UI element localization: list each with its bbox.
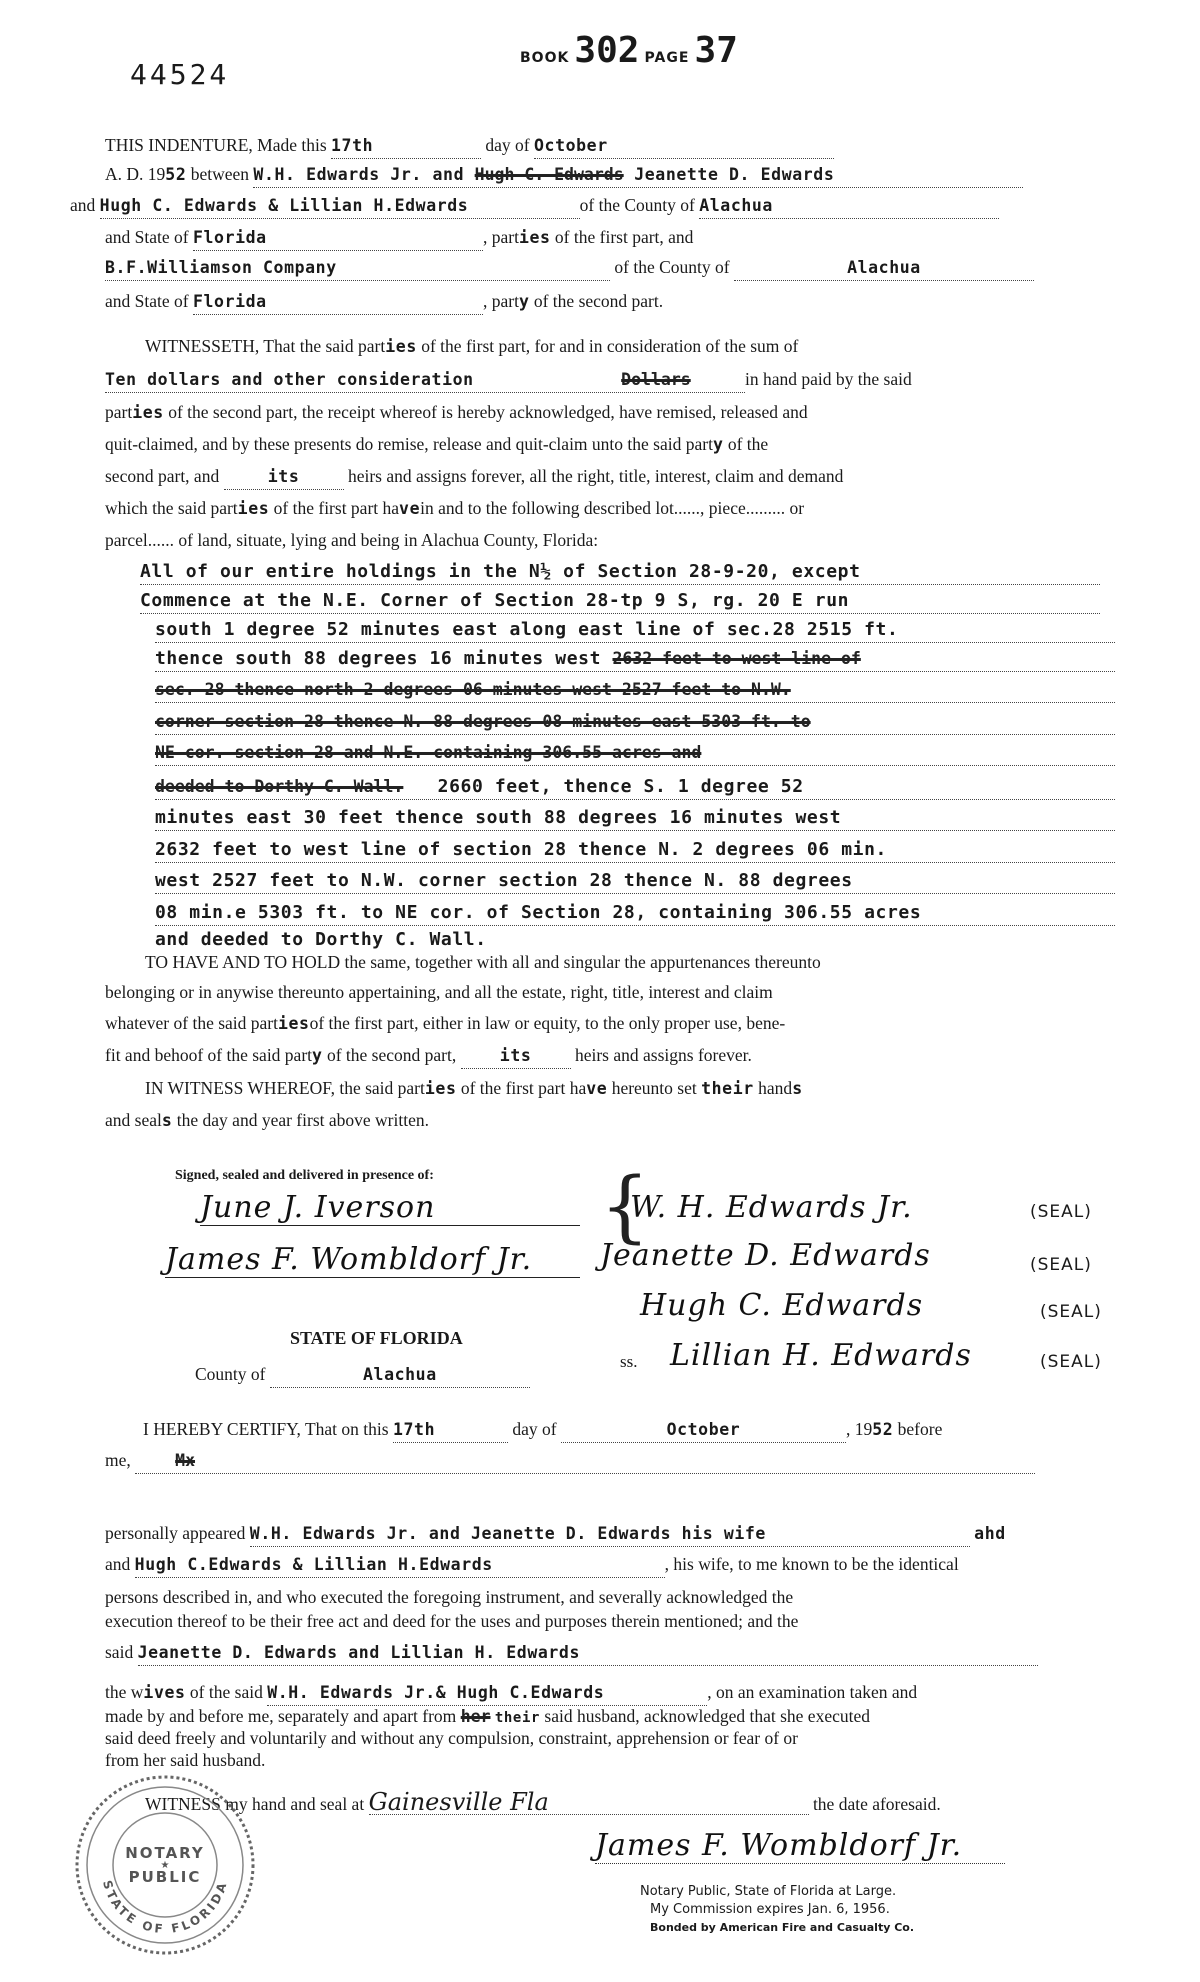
ack-text-1: persons described in, and who executed the foregoing instrument, and severally acknowledged the: [105, 1587, 794, 1607]
officer-fill: [135, 1448, 1035, 1474]
ss-label: ss.: [620, 1352, 638, 1371]
witness-date-aforesaid: the date aforesaid.: [812, 1794, 941, 1814]
indenture-day: 17th: [331, 134, 481, 159]
witnesseth-text-b: of the first part, for and in consideration of the sum of: [421, 336, 799, 356]
habendum-pronoun: its: [461, 1044, 571, 1069]
appeared-label: personally appeared: [105, 1523, 246, 1543]
description-5-struck: sec. 28 thence north 2 degrees 06 minutes west 2527 feet to N.W.: [155, 680, 791, 699]
witnesseth-text-5: second part, and: [105, 466, 220, 486]
description-6-struck: corner section 28 thence N. 88 degrees 08 minutes east 5303 ft. to: [155, 712, 811, 731]
description-line-7: [155, 741, 1115, 766]
grantor-2: Jeanette D. Edwards: [634, 165, 835, 184]
grantor-signature-1: W. H. Edwards Jr.: [630, 1190, 913, 1225]
witness-hand-line: [145, 1790, 1145, 1816]
witness-place: Gainesville Fla: [369, 1790, 809, 1815]
certify-before: before: [897, 1419, 943, 1439]
and-label: and: [70, 195, 96, 215]
whereof-text-1: IN WITNESS WHEREOF, the said part: [145, 1078, 425, 1098]
witnesseth-line-4: [105, 432, 1105, 457]
part-label-3: part: [105, 402, 133, 422]
county-label: County of: [195, 1364, 266, 1384]
witnesseth-text-6: which the said part: [105, 498, 238, 518]
description-line-1: All of our entire holdings in the N½ of Section 28-9-20, except: [140, 560, 1100, 585]
part-suffix-6: ies: [237, 499, 270, 518]
grantor-signature-3: Hugh C. Edwards: [640, 1288, 924, 1323]
indenture-line-6: [105, 289, 1105, 315]
document-number: 44524: [130, 58, 230, 91]
description-line-12: 08 min.e 5303 ft. to NE cor. of Section 28, containing 306.55 acres: [155, 901, 1115, 926]
appeared-and: ahd: [974, 1524, 1006, 1543]
said-line: [105, 1640, 1105, 1666]
witnesseth-line-1: [105, 334, 1105, 359]
seal-text-top: NOTARY: [125, 1844, 205, 1862]
grantor-state: Florida: [193, 226, 483, 251]
their-insert: their: [494, 1710, 541, 1726]
grantee-county: Alachua: [734, 256, 1034, 281]
indenture-line-3: [70, 193, 1070, 219]
habendum-text-3: whatever of the said part: [105, 1013, 278, 1033]
of-county-label: of the County of: [579, 195, 695, 215]
certify-line-2: [105, 1448, 1105, 1474]
ack-text-4: from her said husband.: [105, 1750, 266, 1770]
grantor-names-1: [253, 163, 1023, 188]
description-line-6: [155, 710, 1115, 735]
whereof-pronoun: their: [701, 1079, 754, 1098]
and-state-label-2: and State of: [105, 291, 189, 311]
page-label: PAGE: [644, 50, 690, 66]
witnesseth-line-5: [105, 464, 1105, 490]
ack-text-2: execution thereof to be their free act and deed for the uses and purposes therein mentioned; and the: [105, 1611, 799, 1631]
witnesseth-line-3: [105, 400, 1105, 425]
witnesseth-text-4: quit-claimed, and by these presents do remise, release and quit-claim unto the said part: [105, 434, 713, 454]
seal-4: (SEAL): [1040, 1352, 1102, 1372]
day-of-label: day of: [485, 135, 530, 155]
witnesseth-line-7: parcel...... of land, situate, lying and being in Alachua County, Florida:: [105, 530, 599, 550]
consideration-amount: Ten dollars and other consideration: [105, 370, 474, 389]
wives-text: of the said: [189, 1682, 263, 1702]
whereof-text-1d: hand: [758, 1078, 793, 1098]
description-line-13: and deeded to Dorthy C. Wall.: [155, 929, 487, 950]
her-struck: her: [460, 1707, 491, 1726]
presence-label: Signed, sealed and delivered in presence of:: [175, 1168, 434, 1183]
said-label: said: [105, 1642, 134, 1662]
witnesseth-line-6: [105, 496, 1105, 521]
description-line-3: south 1 degree 52 minutes east along east line of sec.28 2515 ft.: [155, 618, 1115, 643]
indenture-year: 52: [165, 165, 187, 184]
ack-county: Alachua: [270, 1363, 530, 1388]
heirs-pronoun: its: [224, 465, 344, 490]
description-line-10: 2632 feet to west line of section 28 thence N. 2 degrees 06 min.: [155, 838, 1115, 863]
witness-whereof-line-2: [105, 1108, 1105, 1133]
first-part-label: of the first part, and: [554, 227, 694, 247]
indenture-line-4: [105, 225, 1105, 251]
certify-year: 52: [872, 1420, 894, 1439]
habendum-text-4c: heirs and assigns forever.: [574, 1045, 752, 1065]
notary-signature: James F. Wombldorf Jr.: [595, 1828, 1005, 1864]
witnesseth-text: WITNESSETH, That the said part: [145, 336, 386, 356]
notary-seal: [70, 1770, 260, 1960]
seal-star-icon: ★: [160, 1860, 170, 1871]
ack-county-line: [195, 1362, 595, 1388]
whereof-text-1c: hereunto set: [611, 1078, 697, 1098]
certify-year-prefix: , 19: [845, 1419, 873, 1439]
seal-2: (SEAL): [1030, 1255, 1092, 1275]
part-label: , part: [482, 227, 519, 247]
notary-line-2: My Commission expires Jan. 6, 1956.: [650, 1902, 890, 1917]
witnesseth-text-5b: heirs and assigns forever, all the right, title, interest, claim and demand: [347, 466, 844, 486]
grantor-signature-2: Jeanette D. Edwards: [600, 1238, 931, 1273]
appeared-names: W.H. Edwards Jr. and Jeanette D. Edwards his wife: [250, 1522, 970, 1547]
whereof-text-1b: of the first part ha: [460, 1078, 587, 1098]
grantee-state: Florida: [193, 290, 483, 315]
description-7-struck: NE cor. section 28 and N.E. containing 306.55 acres and: [155, 743, 702, 762]
part-suffix-4: y: [712, 435, 724, 454]
certify-line-1: [143, 1417, 1143, 1443]
and-label-2: and: [105, 1554, 131, 1574]
state-heading: STATE OF FLORIDA: [290, 1328, 463, 1348]
grantor-signature-4: Lillian H. Edwards: [670, 1338, 972, 1373]
wives-prefix: the w: [105, 1682, 144, 1702]
officer-struck: Mx: [175, 1451, 196, 1470]
second-part-label: of the second part.: [533, 291, 664, 311]
indenture-month: October: [534, 134, 834, 159]
appeared-line-2: [105, 1552, 1105, 1578]
husband-names: W.H. Edwards Jr.& Hugh C.Edwards: [267, 1681, 707, 1706]
habendum-line-3: [105, 1011, 1105, 1036]
signature-bracket: {: [600, 1162, 650, 1252]
habendum-text-1: TO HAVE AND TO HOLD the same, together with all and singular the appurtenances thereunto: [145, 952, 821, 972]
me-label: me,: [105, 1450, 131, 1470]
whereof-text-2: and seal: [105, 1110, 162, 1130]
made-text: made by and before me, separately and apart from: [105, 1706, 457, 1726]
indenture-line-2: [105, 162, 1165, 188]
notary-line-1: Notary Public, State of Florida at Large.: [640, 1884, 897, 1899]
description-8-struck: deeded to Dorthy C. Wall.: [155, 777, 404, 796]
description-4-struck: 2632 feet to west line of: [612, 649, 861, 668]
wives-text-2: , on an examination taken and: [707, 1682, 918, 1702]
witness-signature-1: June J. Iverson: [200, 1190, 580, 1226]
witnesseth-line-2: [105, 367, 1105, 393]
seal-ring-text: STATE OF FLORIDA: [99, 1878, 231, 1937]
certify-day: 17th: [393, 1418, 508, 1443]
part-label-2: , part: [482, 291, 519, 311]
indenture-intro: THIS INDENTURE, Made this: [105, 135, 327, 155]
grantor-struck: Hugh C. Edwards: [474, 165, 624, 184]
indenture-line-5: [105, 255, 1105, 281]
description-line-8: [155, 775, 1115, 800]
and-state-label: and State of: [105, 227, 189, 247]
description-line-2: Commence at the N.E. Corner of Section 28-tp 9 S, rg. 20 E run: [140, 589, 1100, 614]
habendum-suffix-3: ies: [277, 1014, 310, 1033]
description-line-4: [155, 647, 1115, 672]
ack-text-3: said deed freely and voluntarily and without any compulsion, constraint, apprehension or fear of or: [105, 1728, 798, 1748]
witness-signature-2: James F. Wombldorf Jr.: [165, 1242, 580, 1278]
grantee-name: B.F.Williamson Company: [105, 256, 610, 281]
description-line-9: minutes east 30 feet thence south 88 degrees 16 minutes west: [155, 806, 1115, 831]
seal-3: (SEAL): [1040, 1302, 1102, 1322]
witness-hand-text: WITNESS my hand and seal at: [145, 1794, 365, 1814]
habendum-line-4: [105, 1043, 1105, 1069]
certify-month: October: [561, 1418, 846, 1443]
ad-label: A. D. 19: [105, 164, 166, 184]
consideration-fill: [105, 368, 745, 393]
seal-text-bottom: PUBLIC: [128, 1868, 202, 1886]
witness-whereof-line-1: [105, 1076, 1105, 1101]
book-page-reference: [520, 30, 738, 71]
page-number: 37: [694, 30, 738, 71]
habendum-text-4: fit and behoof of the said part: [105, 1045, 313, 1065]
of-county-label-2: of the County of: [614, 257, 730, 277]
said-names: Jeanette D. Edwards and Lillian H. Edwards: [138, 1641, 1038, 1666]
whereof-text-2b: the day and year first above written.: [176, 1110, 429, 1130]
habendum-line-1: [105, 950, 1105, 974]
description-4a: thence south 88 degrees 16 minutes west: [155, 648, 602, 669]
whereof-suffix-1: ies: [424, 1079, 457, 1098]
whereof-suffix-2: ve: [586, 1079, 608, 1098]
part-suffix-2: y: [518, 292, 530, 311]
dollars-struck: Dollars: [621, 370, 691, 389]
made-text-2: said husband, acknowledged that she executed: [544, 1706, 870, 1726]
indenture-line-1: [105, 133, 1105, 159]
witnesseth-text-6b: of the first part ha: [273, 498, 400, 518]
notary-line-3: Bonded by American Fire and Casualty Co.: [650, 1921, 915, 1934]
whereof-suffix-5: s: [161, 1111, 173, 1130]
habendum-suffix-4: y: [312, 1046, 323, 1065]
appeared-text-2: , his wife, to me known to be the identical: [664, 1554, 959, 1574]
book-label: BOOK: [520, 50, 570, 66]
grantor-3: Hugh C. Edwards & Lillian H.Edwards: [100, 194, 580, 219]
certify-text: I HEREBY CERTIFY, That on this: [143, 1419, 389, 1439]
book-number: 302: [574, 30, 640, 71]
seal-1: (SEAL): [1030, 1202, 1092, 1222]
witnesseth-text-3: of the second part, the receipt whereof is hereby acknowledged, have remised, released and: [168, 402, 808, 422]
description-line-11: west 2527 feet to N.W. corner section 28 thence N. 88 degrees: [155, 869, 1115, 894]
description-8b: 2660 feet, thence S. 1 degree 52: [437, 776, 804, 797]
certify-day-of: day of: [512, 1419, 557, 1439]
grantor-1: W.H. Edwards Jr. and: [253, 165, 465, 184]
habendum-text-3b: of the first part, either in law or equity, to the only proper use, bene-: [309, 1013, 786, 1033]
description-line-5: [155, 678, 1115, 703]
wives-suffix: ives: [143, 1683, 186, 1702]
part-suffix-3: ies: [132, 403, 164, 422]
witnesseth-suffix: ies: [385, 337, 417, 356]
witnesseth-text-4b: of the: [727, 434, 769, 454]
witnesseth-text-6c: in and to the following described lot......, piece......... or: [420, 498, 805, 518]
have-suffix: ve: [399, 499, 421, 518]
wives-line: [105, 1680, 1105, 1706]
appeared-names-2: Hugh C.Edwards & Lillian H.Edwards: [135, 1553, 665, 1578]
between-label: between: [190, 164, 250, 184]
appeared-line-1: [105, 1521, 1165, 1547]
habendum-line-2: belonging or in anywise thereunto appertaining, and all the estate, right, title, interest and claim: [105, 982, 773, 1002]
grantor-county: Alachua: [699, 194, 999, 219]
witnesseth-text-2: in hand paid by the said: [745, 369, 912, 389]
part-suffix-1: ies: [518, 228, 551, 247]
whereof-suffix-4: s: [792, 1079, 803, 1098]
habendum-text-4b: of the second part,: [326, 1045, 457, 1065]
